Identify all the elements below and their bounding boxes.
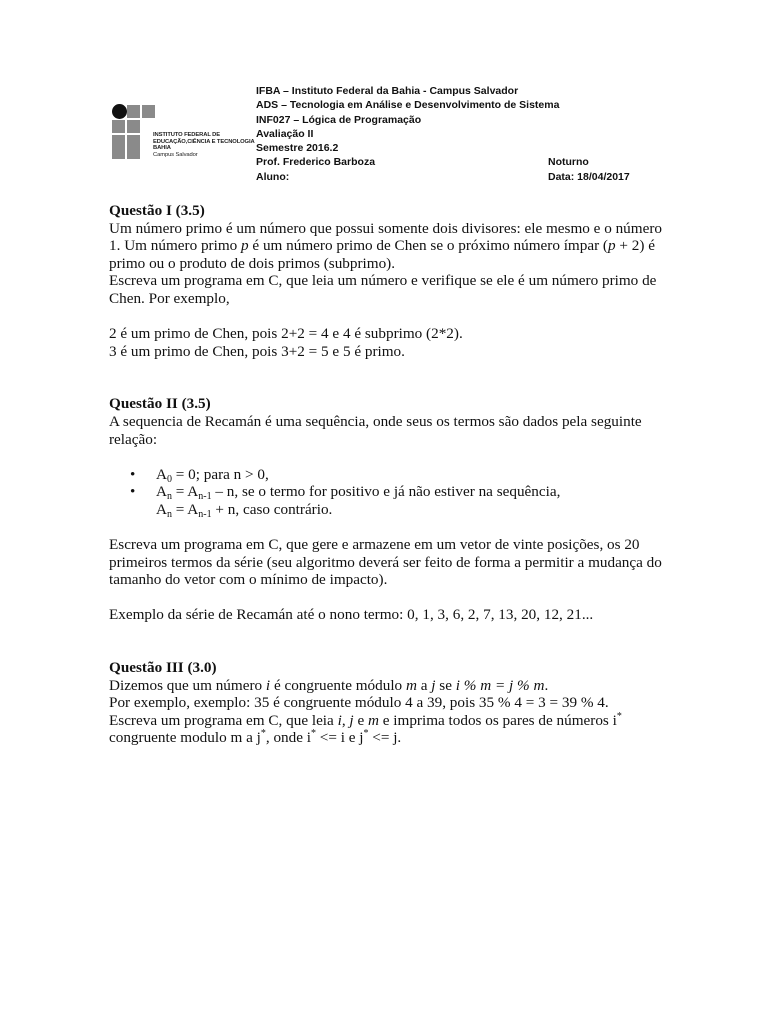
question-3-title: Questão III (3.0): [109, 659, 217, 677]
list-item: [109, 483, 669, 501]
text-run: a: [416, 676, 432, 694]
subscript: n-1: [198, 491, 212, 503]
exam-header: [256, 84, 656, 184]
text-run: <= i e j: [315, 729, 364, 747]
logo-line: EDUCAÇÃO,CIÊNCIA E TECNOLOGIA: [153, 138, 255, 145]
superscript: *: [616, 710, 622, 722]
text-run: = A: [171, 500, 199, 518]
logo-square: [127, 105, 140, 118]
subscript: n: [166, 491, 172, 503]
superscript: *: [260, 728, 266, 740]
subscript: 0: [166, 473, 172, 485]
question-2-title: Questão II (3.5): [109, 395, 211, 413]
text-run: j: [431, 676, 436, 694]
superscript: *: [363, 728, 369, 740]
text-run: se: [435, 676, 456, 694]
header-student-row: [256, 170, 656, 184]
logo-square: [127, 146, 140, 159]
text-run: m: [367, 711, 379, 729]
header-date: Data: 18/04/2017: [548, 170, 630, 183]
question-2-relations: [109, 466, 669, 501]
question-3-example: Por exemplo, exemplo: 35 é congruente módulo 4 a 39, pois 35 % 4 = 3 = 39 % 4.: [109, 694, 609, 712]
header-course: ADS – Tecnologia em Análise e Desenvolvimento de Sistema: [256, 99, 560, 112]
text-run: , onde i: [265, 729, 311, 747]
text-run: A: [156, 465, 167, 483]
text-run: m: [405, 676, 417, 694]
logo-campus: Campus Salvador: [153, 151, 198, 158]
text-run: j: [349, 711, 354, 729]
logo-text: [153, 132, 263, 158]
question-3-definition: [109, 677, 669, 695]
text-run: p: [241, 237, 249, 255]
exam-content: [109, 202, 669, 747]
logo-square: [112, 120, 125, 133]
text-run: é congruente módulo: [270, 676, 406, 694]
question-1-paragraph: [109, 220, 669, 273]
question-1-example-1: 2 é um primo de Chen, pois 2+2 = 4 e 4 é subprimo (2*2).: [109, 325, 463, 343]
header-institution: IFBA – Instituto Federal da Bahia - Campus Salvador: [256, 85, 519, 97]
text-run: .: [544, 676, 549, 694]
text-run: Um número primo é um número que possui somente dois divisores: ele mesmo e o número 1. Um número primo: [109, 219, 662, 255]
text-run: Dizemos que um número: [109, 676, 266, 694]
text-run: e imprima todos os pares de números i: [378, 711, 617, 729]
header-professor: Prof. Frederico Barboza: [256, 156, 376, 169]
text-run: A: [156, 483, 167, 501]
subscript: n: [166, 508, 172, 520]
institution-logo: [110, 101, 260, 163]
text-run: = 0; para n > 0,: [171, 465, 269, 483]
text-run: i % m = j % m: [455, 676, 545, 694]
text-run: + n, caso contrário.: [211, 500, 333, 518]
question-2-intro: A sequencia de Recamán é uma sequência, onde seus os termos são dados pela seguinte relação:: [109, 412, 642, 448]
bullet-icon: •: [130, 483, 136, 501]
logo-line: INSTITUTO FEDERAL DE: [153, 132, 221, 138]
logo-square: [127, 120, 140, 133]
question-2-relation-else: [109, 501, 669, 519]
question-3-instruction: [109, 712, 669, 730]
text-run: <= j.: [368, 729, 402, 747]
header-subject: INF027 – Lógica de Programação: [256, 113, 422, 126]
question-2-example: Exemplo da série de Recamán até o nono termo: 0, 1, 3, 6, 2, 7, 13, 20, 12, 21...: [109, 606, 594, 624]
logo-square: [112, 146, 125, 159]
header-assessment: Avaliação II: [256, 127, 314, 140]
question-1-title: Questão I (3.5): [109, 202, 205, 219]
logo-square: [142, 105, 155, 118]
header-shift: Noturno: [548, 156, 589, 169]
logo-line: BAHIA: [153, 145, 171, 152]
text-run: A: [156, 500, 167, 518]
logo-dot: [112, 104, 127, 119]
text-run: i: [265, 676, 271, 694]
text-run: = A: [171, 483, 199, 501]
bullet-icon: •: [130, 465, 136, 483]
question-1-instruction: Escreva um programa em C, que leia um número e verifique se ele é um número primo de Chen. Por exemplo,: [109, 272, 657, 307]
list-item: [109, 466, 669, 484]
logo-grid-icon: [110, 101, 158, 159]
question-2-instruction: Escreva um programa em C, que gere e armazene em um vetor de vinte posições, os 20 primeiros termos da série (seu algoritmo deverá ser feito de forma a permitir a mudança do tamanho do vetor com o mínimo de impacto).: [109, 536, 662, 589]
subscript: n-1: [198, 508, 212, 520]
question-3-instruction-cont: [109, 729, 669, 747]
text-run: p: [608, 237, 616, 255]
text-run: i: [337, 711, 342, 729]
text-run: é um número primo de Chen se o próximo número ímpar (: [248, 237, 608, 255]
header-student: Aluno:: [256, 170, 290, 183]
header-semester: Semestre 2016.2: [256, 142, 339, 155]
text-run: e: [353, 711, 368, 729]
text-run: Escreva um programa em C, que leia: [109, 711, 338, 729]
question-1-example-2: 3 é um primo de Chen, pois 3+2 = 5 e 5 é primo.: [109, 342, 405, 360]
text-run: – n, se o termo for positivo e já não estiver na sequência,: [211, 483, 561, 501]
text-run: ,: [341, 711, 350, 729]
superscript: *: [310, 728, 316, 740]
header-professor-row: [256, 155, 656, 169]
text-run: + 2) é primo ou o produto de dois primos (subprimo).: [109, 237, 655, 272]
text-run: congruente modulo m a j: [109, 729, 261, 747]
